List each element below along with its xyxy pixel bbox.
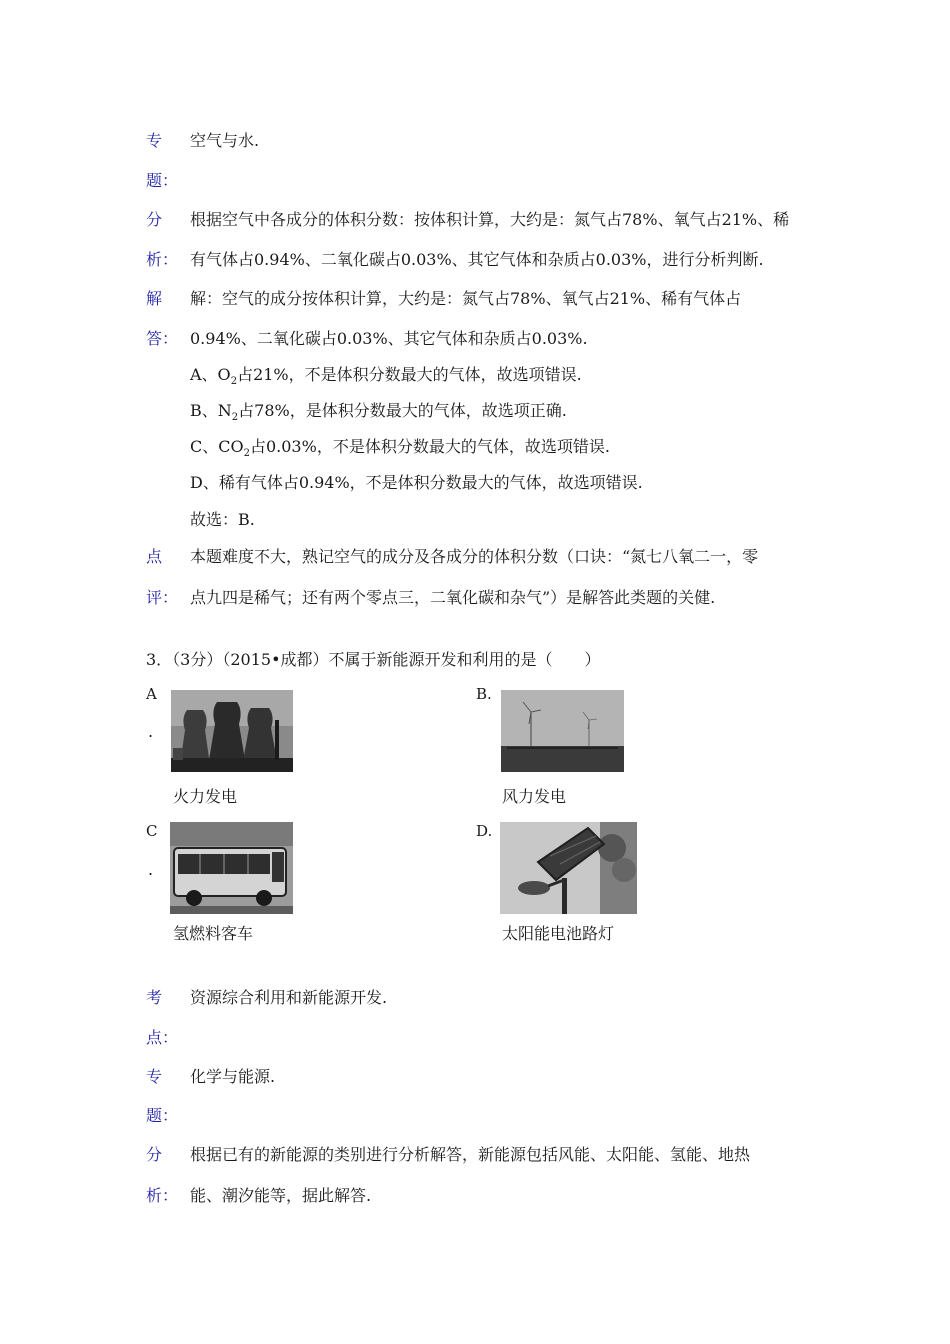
zhuanti-text: 空气与水. (190, 131, 260, 150)
option-analysis-c: C、$CO_2$占0.03%，不是体积分数最大的气体，故选项错误. (190, 437, 610, 460)
kaodian-text: 资源综合利用和新能源开发. (190, 988, 388, 1007)
dianping-label-2: 评： (146, 588, 179, 607)
option-analysis-b: B、$N_2$占78%，是体积分数最大的气体，故选项正确. (190, 401, 567, 424)
option-caption-b: 风力发电 (502, 787, 567, 806)
zhuanti-text: 化学与能源. (190, 1067, 276, 1086)
fenxi-label: 分 (146, 210, 163, 229)
fenxi-label-2: 析： (146, 1186, 179, 1205)
jieda-line: 0.94%、二氧化碳占0.03%、其它气体和杂质占0.03%. (190, 329, 588, 348)
dianping-label: 点 (146, 547, 163, 566)
option-caption-a: 火力发电 (173, 787, 238, 806)
final-answer: 故选：B. (190, 510, 255, 529)
jieda-label-2: 答： (146, 329, 179, 348)
power-plant-image (171, 690, 293, 772)
option-letter-d: D. (476, 822, 493, 840)
fenxi-label: 分 (146, 1145, 163, 1164)
fenxi-line: 能、潮汐能等，据此解答. (190, 1186, 372, 1205)
fenxi-label-2: 析： (146, 250, 179, 269)
option-letter-c: C (146, 822, 158, 840)
fenxi-line: 根据空气中各成分的体积分数：按体积计算，大约是：氮气占78%、氧气占21%、稀 (190, 210, 790, 229)
zhuanti-label: 专 (146, 1067, 163, 1086)
option-caption-c: 氢燃料客车 (173, 924, 254, 943)
dianping-line: 本题难度不大，熟记空气的成分及各成分的体积分数（口诀：“氮七八氧二一，零 (190, 547, 759, 566)
option-analysis-a: A、$O_2$占21%，不是体积分数最大的气体，故选项错误. (190, 365, 582, 388)
jieda-label: 解 (146, 289, 163, 308)
option-caption-d: 太阳能电池路灯 (502, 924, 615, 943)
zhuanti-label-2: 题： (146, 1106, 179, 1125)
hydrogen-bus-image (170, 822, 293, 914)
option-dot-c: . (148, 860, 154, 879)
fenxi-line: 根据已有的新能源的类别进行分析解答，新能源包括风能、太阳能、氢能、地热 (190, 1145, 751, 1164)
kaodian-label-2: 点： (146, 1028, 179, 1047)
option-dot-a: . (148, 722, 154, 741)
question-stem: 3．（3分）（2015•成都）不属于新能源开发和利用的是（ ） (146, 650, 601, 669)
jieda-line: 解：空气的成分按体积计算，大约是：氮气占78%、氧气占21%、稀有气体占 (190, 289, 742, 308)
solar-street-light-image (500, 822, 637, 914)
dianping-line: 点九四是稀气；还有两个零点三，二氧化碳和杂气”）是解答此类题的关健. (190, 588, 716, 607)
option-letter-b: B. (476, 685, 492, 703)
option-letter-a: A (146, 685, 157, 703)
wind-turbine-image (501, 690, 624, 772)
option-analysis-d: D、稀有气体占0.94%，不是体积分数最大的气体，故选项错误. (190, 473, 643, 492)
fenxi-line: 有气体占0.94%、二氧化碳占0.03%、其它气体和杂质占0.03%，进行分析判断. (190, 250, 764, 269)
zhuanti-label: 专 (146, 131, 163, 150)
zhuanti-label-2: 题： (146, 171, 179, 190)
kaodian-label: 考 (146, 988, 163, 1007)
